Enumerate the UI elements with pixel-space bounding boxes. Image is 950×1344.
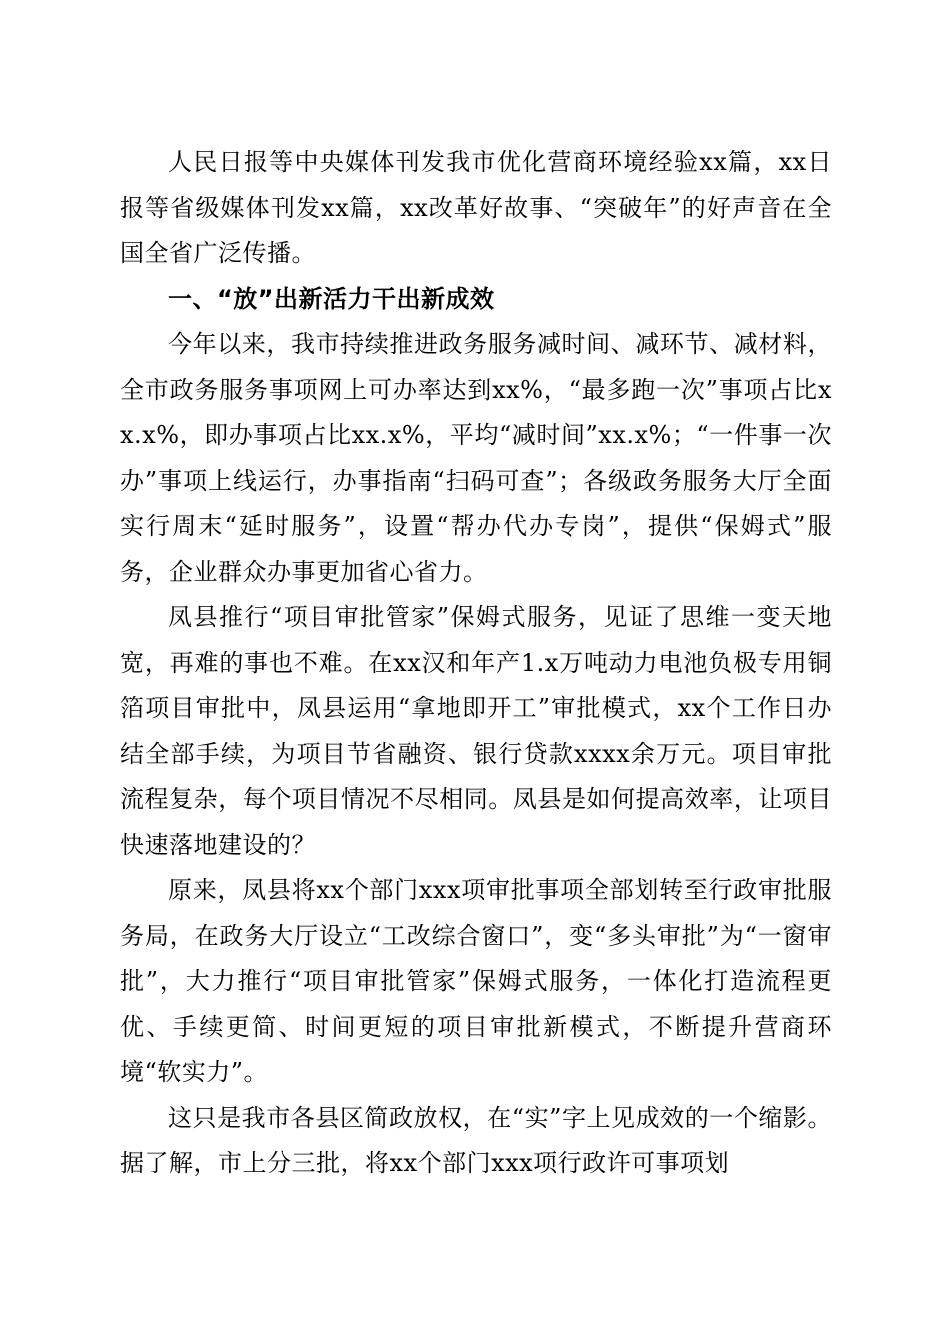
paragraph-fengxian-case: 凤县推行“项目审批管家”保姆式服务，见证了思维一变天地宽，再难的事也不难。在xx汉和年产1.x万吨动力电池负极专用铜箔项目审批中，凤县运用“拿地即开工”审批模式，xx个工作日办结全部手续，为项目节省融资、银行贷款xxxx余万元。项目审批流程复杂，每个项目情况不尽相同。凤县是如何提高效率，让项目快速落地建设的？ (120, 603, 832, 859)
paragraph-fengxian-explanation: 原来，凤县将xx个部门xxx项审批事项全部划转至行政审批服务局，在政务大厅设立“工改综合窗口”，变“多头审批”为“一窗审批”，大力推行“项目审批管家”保姆式服务，一体化打造流程更优、手续更简、时间更短的项目审批新模式，不断提升营商环境“软实力”。 (120, 876, 832, 1086)
document-page (120, 140, 832, 1187)
intro-paragraph: 人民日报等中央媒体刊发我市优化营商环境经验xx篇，xx日报等省级媒体刊发xx篇，xx改革好故事、“突破年”的好声音在全国全省广泛传播。 (120, 148, 832, 267)
paragraph-city-overview: 这只是我市各县区简政放权，在“实”字上见成效的一个缩影。据了解，市上分三批，将xx个部门xxx项行政许可事项划 (120, 1103, 832, 1177)
section-heading: 一、“放”出新活力干出新成效 (168, 284, 495, 313)
paragraph-policy-summary: 今年以来，我市持续推进政务服务减时间、减环节、减材料，全市政务服务事项网上可办率达到xx%，“最多跑一次”事项占比xx.x%，即办事项占比xx.x%，平均“减时间”xx.x%；“一件事一次办”事项上线运行，办事指南“扫码可查”；各级政务服务大厅全面实行周末“延时服务”，设置“帮办代办专岗”，提供“保姆式”服务，企业群众办事更加省心省力。 (120, 330, 832, 586)
